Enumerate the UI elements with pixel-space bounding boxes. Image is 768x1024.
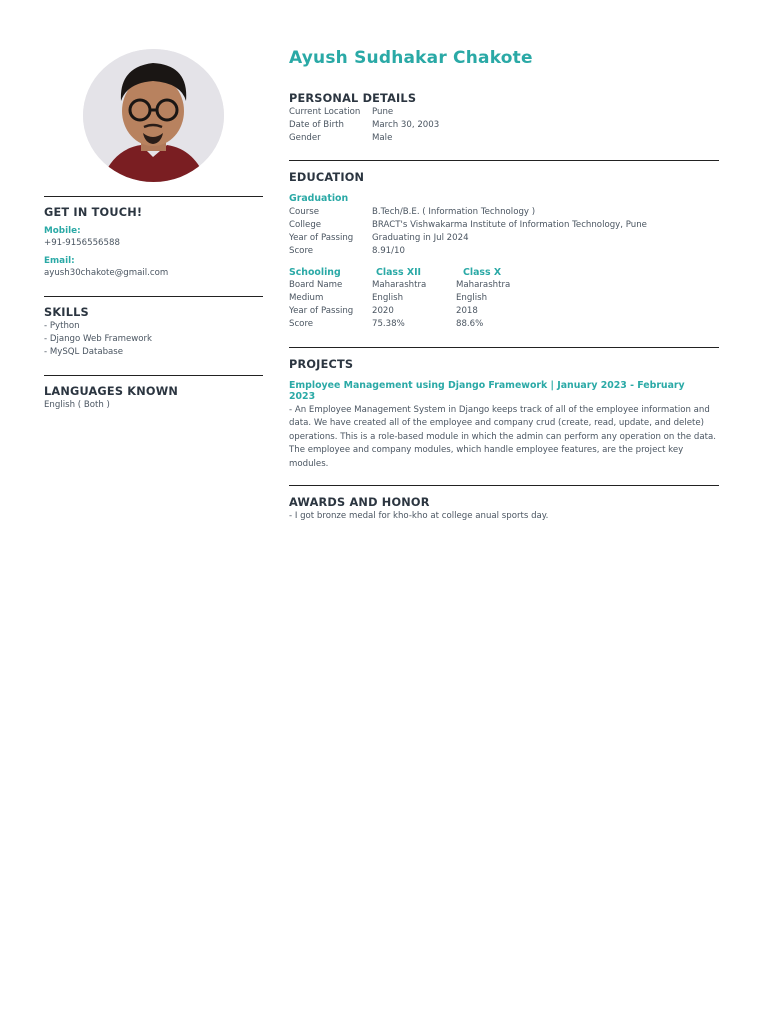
mobile-label: Mobile: — [44, 226, 81, 236]
project-title: Employee Management using Django Framework | January 2023 - February 2023 — [289, 380, 685, 402]
field-label: Current Location — [289, 107, 361, 117]
class-xii-value: 2020 — [372, 306, 394, 316]
field-label: College — [289, 220, 322, 230]
schooling-row — [289, 318, 719, 332]
divider — [289, 485, 719, 486]
field-value: BRACT's Vishwakarma Institute of Information Technology, Pune — [372, 220, 647, 230]
field-label: Board Name — [289, 280, 343, 290]
field-label: Course — [289, 207, 320, 217]
skill-item: - MySQL Database — [44, 347, 124, 357]
class-xii-value: 75.38% — [372, 319, 405, 329]
class-x-value: 88.6% — [456, 319, 484, 329]
field-label: Year of Passing — [289, 306, 354, 316]
field-value: 8.91/10 — [372, 246, 405, 256]
schooling-row — [289, 279, 719, 293]
divider — [44, 375, 263, 376]
class-x-value: Maharashtra — [456, 280, 511, 290]
awards-heading: AWARDS AND HONOR — [289, 496, 430, 509]
award-item: - I got bronze medal for kho-kho at college anual sports day. — [289, 511, 549, 521]
mobile-number[interactable]: +91-9156556588 — [44, 238, 120, 248]
education-row — [289, 232, 719, 246]
field-label: Gender — [289, 133, 321, 143]
field-value: Graduating in Jul 2024 — [372, 233, 469, 243]
field-label: Medium — [289, 293, 324, 303]
field-value: March 30, 2003 — [372, 120, 440, 130]
divider — [44, 196, 263, 197]
divider — [289, 347, 719, 348]
schooling-row — [289, 305, 719, 319]
class-x-label: Class X — [463, 267, 502, 278]
field-value: B.Tech/B.E. ( Information Technology ) — [372, 207, 536, 217]
projects-heading: PROJECTS — [289, 358, 354, 371]
class-xii-value: Maharashtra — [372, 280, 427, 290]
languages-heading: LANGUAGES KNOWN — [44, 385, 179, 398]
schooling-row — [289, 292, 719, 306]
graduation-label: Graduation — [289, 193, 349, 204]
skill-item: - Python — [44, 321, 80, 331]
field-label: Score — [289, 246, 314, 256]
field-label: Year of Passing — [289, 233, 354, 243]
class-xii-value: English — [372, 293, 404, 303]
personal-row — [289, 119, 689, 133]
field-value: Pune — [372, 107, 394, 117]
schooling-label: Schooling — [289, 267, 341, 278]
class-x-value: 2018 — [456, 306, 478, 316]
email-address[interactable]: ayush30chakote@gmail.com — [44, 268, 169, 278]
education-row — [289, 206, 719, 220]
class-xii-label: Class XII — [376, 267, 422, 278]
candidate-name: Ayush Sudhakar Chakote — [289, 48, 533, 68]
field-label: Date of Birth — [289, 120, 344, 130]
skill-item: - Django Web Framework — [44, 334, 153, 344]
education-row — [289, 245, 719, 259]
class-x-value: English — [456, 293, 488, 303]
project-description: - An Employee Management System in Django keeps track of all of the employee information and data. We have created all of the employee and company crud (create, read, update, and delete) operations. This is a role-based module in which the admin can perform any operation on the data. The employee and company modules, which handle employee features, are the project key modules. — [289, 405, 716, 469]
field-value: Male — [372, 133, 393, 143]
education-heading: EDUCATION — [289, 171, 365, 184]
personal-row — [289, 132, 689, 146]
email-label: Email: — [44, 256, 75, 266]
contact-heading: GET IN TOUCH! — [44, 206, 143, 219]
profile-photo — [83, 49, 224, 182]
languages-value: English ( Both ) — [44, 400, 110, 410]
personal-heading: PERSONAL DETAILS — [289, 92, 417, 105]
field-label: Score — [289, 319, 314, 329]
education-row — [289, 219, 719, 233]
personal-row — [289, 106, 689, 120]
skills-heading: SKILLS — [44, 306, 89, 319]
divider — [289, 160, 719, 161]
divider — [44, 296, 263, 297]
